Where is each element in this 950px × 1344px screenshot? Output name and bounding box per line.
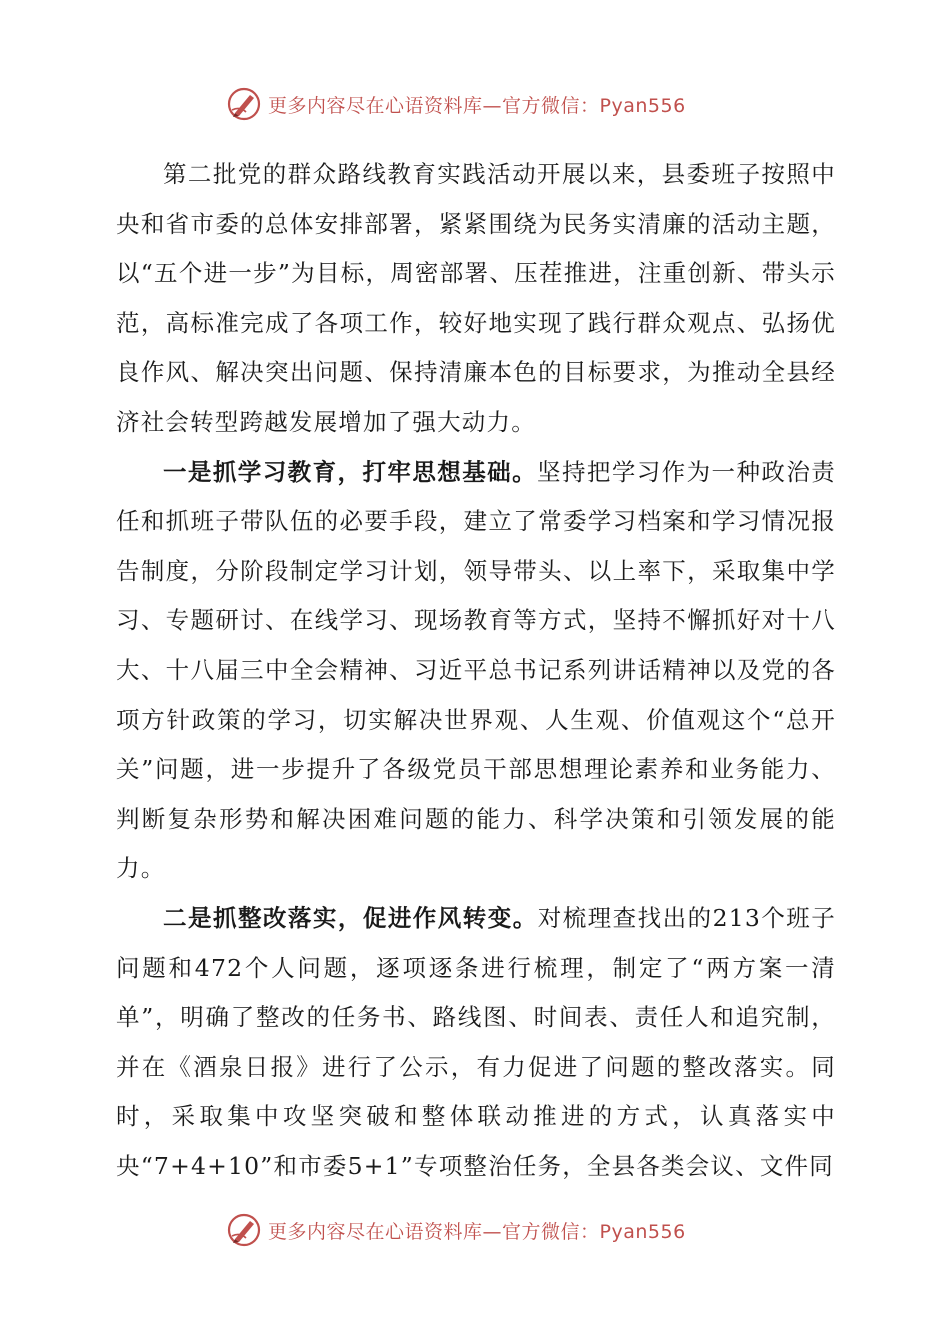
paragraph-text: 对梳理查找出的213个班子问题和472个人问题，逐项逐条进行梳理，制定了“两方案一清单”，明确了整改的任务书、路线图、时间表、责任人和追究制，并在《酒泉日报》进行了公示，有力促进了问题的整改落实。同时，采取集中攻坚突破和整体联动推进的方式，认真落实中央“7+4+10”和市委5+1”专项整治任务，全县各类会议、文件同	[116, 903, 836, 1180]
watermark-header	[226, 84, 746, 124]
pen-logo-icon	[226, 86, 262, 122]
pen-logo-icon	[226, 1212, 262, 1248]
document-body	[116, 150, 836, 1191]
paragraph-lead: 二是抓整改落实，促进作风转变。	[163, 903, 538, 932]
paragraph-intro	[116, 150, 836, 448]
paragraph-text: 坚持把学习作为一种政治责任和抓班子带队伍的必要手段，建立了常委学习档案和学习情况报告制度，分阶段制定学习计划，领导带头、以上率下，采取集中学习、专题研讨、在线学习、现场教育等方式，坚持不懈抓好对十八大、十八届三中全会精神、习近平总书记系列讲话精神以及党的各项方针政策的学习，切实解决世界观、人生观、价值观这个“总开关”问题，进一步提升了各级党员干部思想理论素养和业务能力、判断复杂形势和解决困难问题的能力、科学决策和引领发展的能力。	[116, 457, 836, 883]
paragraph-lead: 一是抓学习教育，打牢思想基础。	[163, 457, 538, 486]
watermark-text: 更多内容尽在心语资料库—官方微信：Pyan556	[268, 1220, 686, 1243]
paragraph-study	[116, 448, 836, 894]
watermark-footer	[226, 1210, 746, 1250]
paragraph-text: 第二批党的群众路线教育实践活动开展以来，县委班子按照中央和省市委的总体安排部署，紧紧围绕为民务实清廉的活动主题，以“五个进一步”为目标，周密部署、压茬推进，注重创新、带头示范，高标准完成了各项工作，较好地实现了践行群众观点、弘扬优良作风、解决突出问题、保持清廉本色的目标要求，为推动全县经济社会转型跨越发展增加了强大动力。	[116, 160, 836, 436]
watermark-text: 更多内容尽在心语资料库—官方微信：Pyan556	[268, 94, 686, 117]
paragraph-rectification	[116, 894, 836, 1192]
